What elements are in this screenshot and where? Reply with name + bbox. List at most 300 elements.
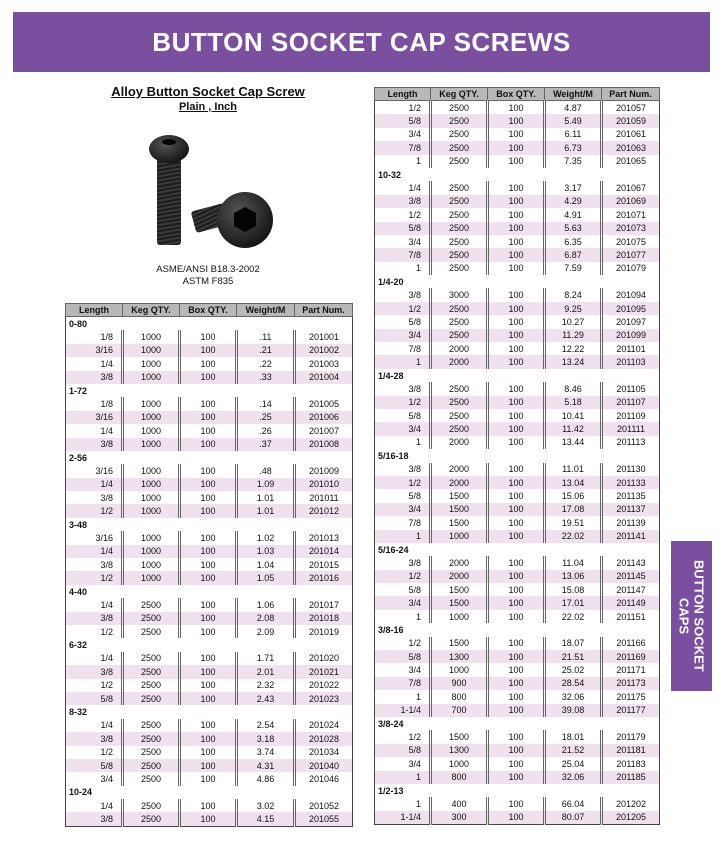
table-cell: 1000 xyxy=(123,478,180,491)
table-cell: 201137 xyxy=(602,503,660,516)
table-cell: 201012 xyxy=(295,504,353,517)
table-row xyxy=(66,598,353,611)
table-row xyxy=(375,677,660,690)
table-cell: 13.06 xyxy=(545,570,602,583)
table-cell: 400 xyxy=(431,797,488,810)
table-row xyxy=(66,692,353,705)
table-row xyxy=(375,650,660,663)
table-cell: 201113 xyxy=(602,436,660,449)
table-cell: 201141 xyxy=(602,530,660,543)
table-row xyxy=(375,610,660,623)
table-cell: 100 xyxy=(488,476,545,489)
table-cell: .37 xyxy=(237,438,295,451)
table-cell: 1.06 xyxy=(237,598,295,611)
table-cell: 201057 xyxy=(602,101,660,115)
table-cell: 1000 xyxy=(123,438,180,451)
table-cell: 201022 xyxy=(295,679,353,692)
table-cell: 2500 xyxy=(431,262,488,275)
table-cell: 5/8 xyxy=(375,650,431,663)
table-cell: 100 xyxy=(488,342,545,355)
table-cell: 2500 xyxy=(123,625,180,638)
table-row xyxy=(375,570,660,583)
table-cell: 1 xyxy=(415,799,421,809)
thread-size-label: 3-48 xyxy=(66,518,353,531)
table-cell: 11.01 xyxy=(545,463,602,476)
table-cell: 22.02 xyxy=(545,610,602,623)
table-cell: 19.51 xyxy=(545,516,602,529)
table-cell: 1000 xyxy=(123,531,180,544)
table-cell: 1500 xyxy=(431,503,488,516)
table-cell: 201020 xyxy=(295,652,353,665)
table-cell: 12.22 xyxy=(545,342,602,355)
table-cell: 201169 xyxy=(602,650,660,663)
table-cell: 1/4 xyxy=(100,599,113,610)
table-cell: 100 xyxy=(180,719,237,732)
table-cell: 201149 xyxy=(602,596,660,609)
table-cell: 3/8 xyxy=(66,371,123,384)
table-cell: 100 xyxy=(488,302,545,315)
table-row xyxy=(375,663,660,676)
table-cell: 201059 xyxy=(602,114,660,127)
table-cell: 2500 xyxy=(431,141,488,154)
table-cell: 1/2 xyxy=(375,396,431,409)
table-cell: 201023 xyxy=(295,692,353,705)
table-cell: 6.87 xyxy=(545,248,602,261)
table-cell: 3/8 xyxy=(66,612,123,625)
table-cell: 13.24 xyxy=(545,355,602,368)
table-cell: 2000 xyxy=(431,476,488,489)
table-cell: 1/4 xyxy=(66,478,123,491)
table-cell: 201179 xyxy=(602,730,660,743)
column-header: Weight/M xyxy=(237,304,295,317)
table-cell: 32.06 xyxy=(545,771,602,784)
table-cell: 11.42 xyxy=(545,422,602,435)
table-row xyxy=(375,436,660,449)
table-row xyxy=(375,556,660,569)
right-spec-table xyxy=(374,87,660,825)
table-row xyxy=(375,771,660,784)
size-group-header xyxy=(66,638,353,651)
table-cell: 100 xyxy=(180,330,237,343)
table-cell: 5/8 xyxy=(375,114,431,127)
table-cell: 201040 xyxy=(295,759,353,772)
table-cell: 100 xyxy=(488,690,545,703)
table-cell: 2500 xyxy=(431,101,488,115)
table-cell: 2500 xyxy=(431,329,488,342)
table-cell: 201094 xyxy=(602,288,660,301)
table-cell: 700 xyxy=(431,704,488,717)
table-cell: 3/16 xyxy=(95,532,113,543)
size-group-header xyxy=(375,717,660,730)
table-cell: 9.25 xyxy=(545,302,602,315)
table-cell: 1000 xyxy=(123,411,180,424)
table-cell: 100 xyxy=(180,491,237,504)
table-cell: 100 xyxy=(180,799,237,812)
table-cell: 1-1/4 xyxy=(375,704,431,717)
table-cell: 201205 xyxy=(602,811,660,825)
table-row xyxy=(375,704,660,717)
table-cell: 1000 xyxy=(123,397,180,410)
table-row xyxy=(66,558,353,571)
table-cell: .25 xyxy=(237,411,295,424)
table-cell: 2500 xyxy=(431,208,488,221)
table-cell: 13.04 xyxy=(545,476,602,489)
table-row xyxy=(66,665,353,678)
table-row xyxy=(375,583,660,596)
table-header xyxy=(66,304,353,317)
table-row xyxy=(66,531,353,544)
table-cell: 2500 xyxy=(123,719,180,732)
table-cell: 100 xyxy=(180,746,237,759)
column-header: Part Num. xyxy=(602,88,660,101)
table-cell: 100 xyxy=(488,637,545,650)
table-cell: 201095 xyxy=(602,302,660,315)
page-title: BUTTON SOCKET CAP SCREWS xyxy=(152,26,571,57)
table-cell: 5/8 xyxy=(408,584,421,595)
table-cell: 201103 xyxy=(602,355,660,368)
table-cell: 100 xyxy=(488,757,545,770)
table-cell: 1500 xyxy=(431,730,488,743)
table-cell: 100 xyxy=(488,101,545,115)
table-cell: 5/8 xyxy=(66,759,123,772)
table-cell: 201133 xyxy=(602,476,660,489)
table-cell: 201069 xyxy=(602,195,660,208)
table-cell: 201014 xyxy=(295,545,353,558)
table-cell: 22.02 xyxy=(545,530,602,543)
table-cell: 201075 xyxy=(602,235,660,248)
table-cell: 2000 xyxy=(431,463,488,476)
table-cell: 1500 xyxy=(431,637,488,650)
table-cell: 5.63 xyxy=(545,222,602,235)
table-cell: 39.08 xyxy=(545,704,602,717)
table-cell: 201002 xyxy=(295,344,353,357)
table-row xyxy=(375,355,660,368)
table-cell: 32.06 xyxy=(545,690,602,703)
table-cell: 8.24 xyxy=(545,288,602,301)
size-group-header xyxy=(375,543,660,556)
table-cell: 2500 xyxy=(431,396,488,409)
table-cell: 3/4 xyxy=(408,236,421,247)
table-cell: 201003 xyxy=(295,357,353,370)
table-cell: 201145 xyxy=(602,570,660,583)
thread-size-label: 5/16-18 xyxy=(375,449,660,462)
table-cell: 1500 xyxy=(431,489,488,502)
table-cell: 100 xyxy=(488,128,545,141)
table-row xyxy=(66,545,353,558)
table-cell: 2500 xyxy=(123,679,180,692)
table-cell: .11 xyxy=(237,330,295,343)
table-row xyxy=(375,155,660,168)
table-row xyxy=(375,730,660,743)
table-row xyxy=(375,811,660,825)
table-cell: 1000 xyxy=(431,530,488,543)
table-cell: 201015 xyxy=(295,558,353,571)
table-cell: 100 xyxy=(488,248,545,261)
table-cell: 2500 xyxy=(431,409,488,422)
table-cell: 1.05 xyxy=(237,571,295,584)
table-cell: 25.02 xyxy=(545,663,602,676)
table-cell: 1000 xyxy=(123,571,180,584)
table-cell: 100 xyxy=(488,583,545,596)
table-cell: 7/8 xyxy=(408,517,421,528)
table-cell: 2500 xyxy=(431,195,488,208)
table-row xyxy=(66,799,353,812)
table-cell: 3/4 xyxy=(408,665,421,676)
table-row xyxy=(375,329,660,342)
table-row xyxy=(375,396,660,409)
table-cell: 2500 xyxy=(431,114,488,127)
table-cell: 100 xyxy=(180,612,237,625)
table-cell: 1/2 xyxy=(408,638,421,649)
size-group-header xyxy=(66,384,353,397)
table-cell: 100 xyxy=(488,704,545,717)
table-cell: 100 xyxy=(180,424,237,437)
table-cell: 3/16 xyxy=(66,344,123,357)
table-cell: 100 xyxy=(488,610,545,623)
table-cell: 100 xyxy=(488,155,545,168)
table-cell: 1/2 xyxy=(408,102,421,113)
table-cell: 3/8 xyxy=(375,195,431,208)
table-cell: 2500 xyxy=(431,155,488,168)
table-cell: 1000 xyxy=(123,464,180,477)
table-cell: 100 xyxy=(180,652,237,665)
table-cell: 2000 xyxy=(431,436,488,449)
table-cell: 3/8 xyxy=(66,812,123,826)
thread-size-label: 4-40 xyxy=(66,585,353,598)
table-cell: 201079 xyxy=(602,262,660,275)
column-header: Weight/M xyxy=(545,88,602,101)
table-cell: 1000 xyxy=(123,558,180,571)
column-header: Length xyxy=(375,88,431,101)
table-cell: 1000 xyxy=(123,491,180,504)
table-cell: 2500 xyxy=(123,812,180,826)
table-cell: 1/2 xyxy=(66,504,123,517)
table-row xyxy=(66,732,353,745)
table-cell: 1 xyxy=(375,355,431,368)
column-header: Part Num. xyxy=(295,304,353,317)
table-cell: 15.08 xyxy=(545,583,602,596)
table-cell: 100 xyxy=(488,516,545,529)
column-header: Keg QTY. xyxy=(123,304,180,317)
table-cell: 1000 xyxy=(431,663,488,676)
table-cell: 100 xyxy=(488,797,545,810)
table-cell: 201052 xyxy=(295,799,353,812)
table-cell: 300 xyxy=(431,811,488,825)
table-cell: 100 xyxy=(488,744,545,757)
table-cell: 1/2 xyxy=(100,747,113,758)
size-group-header xyxy=(66,786,353,799)
table-row xyxy=(375,463,660,476)
table-cell: 1300 xyxy=(431,650,488,663)
table-cell: 10.27 xyxy=(545,315,602,328)
table-cell: 1.01 xyxy=(237,491,295,504)
table-cell: 100 xyxy=(488,596,545,609)
table-cell: 2500 xyxy=(431,222,488,235)
size-group-header xyxy=(66,705,353,718)
table-cell: 100 xyxy=(180,625,237,638)
table-cell: 1/4 xyxy=(408,183,421,194)
table-row xyxy=(375,248,660,261)
table-cell: 1000 xyxy=(123,545,180,558)
table-cell: 100 xyxy=(488,222,545,235)
table-cell: 10.41 xyxy=(545,409,602,422)
table-cell: 201013 xyxy=(295,531,353,544)
table-cell: 100 xyxy=(180,504,237,517)
table-cell: 5/8 xyxy=(408,491,421,502)
table-cell: 100 xyxy=(180,812,237,826)
table-cell: .48 xyxy=(237,464,295,477)
table-cell: 3/8 xyxy=(66,438,123,451)
size-group-header xyxy=(375,275,660,288)
table-cell: 1000 xyxy=(123,504,180,517)
table-cell: 2500 xyxy=(431,235,488,248)
table-cell: 1 xyxy=(415,263,421,274)
table-cell: 7.35 xyxy=(545,155,602,168)
size-group-header xyxy=(375,449,660,462)
table-cell: 201183 xyxy=(602,757,660,770)
table-row xyxy=(375,128,660,141)
table-cell: 3/4 xyxy=(375,596,431,609)
table-row xyxy=(66,411,353,424)
table-cell: 900 xyxy=(431,677,488,690)
table-cell: 4.86 xyxy=(237,772,295,785)
table-cell: 4.29 xyxy=(545,195,602,208)
table-cell: 201006 xyxy=(295,411,353,424)
table-cell: 2500 xyxy=(123,799,180,812)
table-row xyxy=(375,596,660,609)
side-tab-label: BUTTON SOCKET CAPS xyxy=(676,560,707,672)
table-cell: 1/2 xyxy=(66,571,123,584)
table-cell: 3/8 xyxy=(66,732,123,745)
table-cell: 201065 xyxy=(602,155,660,168)
table-cell: 2500 xyxy=(123,759,180,772)
thread-size-label: 3/8-16 xyxy=(375,623,660,636)
table-row xyxy=(375,409,660,422)
thread-size-label: 5/16-24 xyxy=(375,543,660,556)
table-cell: 201097 xyxy=(602,315,660,328)
table-row xyxy=(375,262,660,275)
table-cell: 201139 xyxy=(602,516,660,529)
table-row xyxy=(375,382,660,395)
table-cell: 2.43 xyxy=(237,692,295,705)
table-cell: 3/16 xyxy=(95,465,113,476)
table-cell: 1300 xyxy=(431,744,488,757)
table-cell: 201005 xyxy=(295,397,353,410)
table-cell: 100 xyxy=(180,571,237,584)
table-cell: 1/2 xyxy=(408,209,421,220)
table-cell: 201107 xyxy=(602,396,660,409)
table-cell: 100 xyxy=(488,650,545,663)
table-cell: 201173 xyxy=(602,677,660,690)
table-cell: 201021 xyxy=(295,665,353,678)
table-cell: 3.74 xyxy=(237,746,295,759)
table-cell: 3.02 xyxy=(237,799,295,812)
table-cell: 100 xyxy=(488,329,545,342)
table-row xyxy=(66,571,353,584)
table-cell: 100 xyxy=(488,262,545,275)
table-row xyxy=(66,772,353,785)
table-cell: 100 xyxy=(488,195,545,208)
side-tab[interactable] xyxy=(671,541,712,691)
table-cell: 201063 xyxy=(602,141,660,154)
table-cell: .33 xyxy=(237,371,295,384)
table-cell: 1000 xyxy=(431,757,488,770)
column-header: Length xyxy=(66,304,123,317)
table-cell: 1/8 xyxy=(100,399,113,410)
table-cell: 5/8 xyxy=(375,222,431,235)
table-cell: 100 xyxy=(180,357,237,370)
table-cell: 2000 xyxy=(431,355,488,368)
table-cell: 6.11 xyxy=(545,128,602,141)
table-cell: 201011 xyxy=(295,491,353,504)
table-cell: 1500 xyxy=(431,596,488,609)
table-row xyxy=(375,516,660,529)
table-cell: 1.71 xyxy=(237,652,295,665)
size-group-header xyxy=(375,784,660,797)
table-cell: 201105 xyxy=(602,382,660,395)
table-row xyxy=(66,438,353,451)
table-header xyxy=(375,88,660,101)
thread-size-label: 8-32 xyxy=(66,705,353,718)
table-cell: 4.15 xyxy=(237,812,295,826)
table-cell: 100 xyxy=(180,411,237,424)
table-cell: 7/8 xyxy=(375,248,431,261)
table-cell: 201028 xyxy=(295,732,353,745)
table-cell: 2500 xyxy=(123,652,180,665)
table-cell: 1/2 xyxy=(408,732,421,743)
table-row xyxy=(375,101,660,115)
table-row xyxy=(66,612,353,625)
table-cell: 100 xyxy=(180,558,237,571)
table-row xyxy=(66,679,353,692)
table-cell: 7/8 xyxy=(375,677,431,690)
thread-size-label: 1-72 xyxy=(66,384,353,397)
table-row xyxy=(375,530,660,543)
table-cell: 2500 xyxy=(123,598,180,611)
table-cell: 3/16 xyxy=(66,411,123,424)
table-row xyxy=(375,114,660,127)
table-cell: 3/4 xyxy=(408,758,421,769)
size-group-header xyxy=(66,518,353,531)
table-cell: 3/4 xyxy=(408,129,421,140)
table-cell: 28.54 xyxy=(545,677,602,690)
table-cell: 3000 xyxy=(431,288,488,301)
table-cell: 4.91 xyxy=(545,208,602,221)
table-cell: 7/8 xyxy=(375,141,431,154)
table-cell: 100 xyxy=(180,732,237,745)
table-cell: 2500 xyxy=(431,422,488,435)
table-cell: 201101 xyxy=(602,342,660,355)
table-cell: 1.09 xyxy=(237,478,295,491)
column-header: Box QTY. xyxy=(180,304,237,317)
table-cell: 201130 xyxy=(602,463,660,476)
table-cell: 21.52 xyxy=(545,744,602,757)
table-cell: 5/8 xyxy=(375,744,431,757)
table-cell: 1/2 xyxy=(375,476,431,489)
table-cell: 100 xyxy=(488,288,545,301)
table-cell: 100 xyxy=(488,396,545,409)
table-cell: 2.54 xyxy=(237,719,295,732)
table-cell: 1 xyxy=(415,611,421,622)
table-cell: 1000 xyxy=(123,357,180,370)
table-cell: 6.35 xyxy=(545,235,602,248)
table-row xyxy=(375,757,660,770)
thread-size-label: 10-32 xyxy=(375,168,660,181)
thread-size-label: 1/2-13 xyxy=(375,784,660,797)
table-row xyxy=(66,746,353,759)
table-cell: 25.04 xyxy=(545,757,602,770)
table-row xyxy=(375,181,660,194)
